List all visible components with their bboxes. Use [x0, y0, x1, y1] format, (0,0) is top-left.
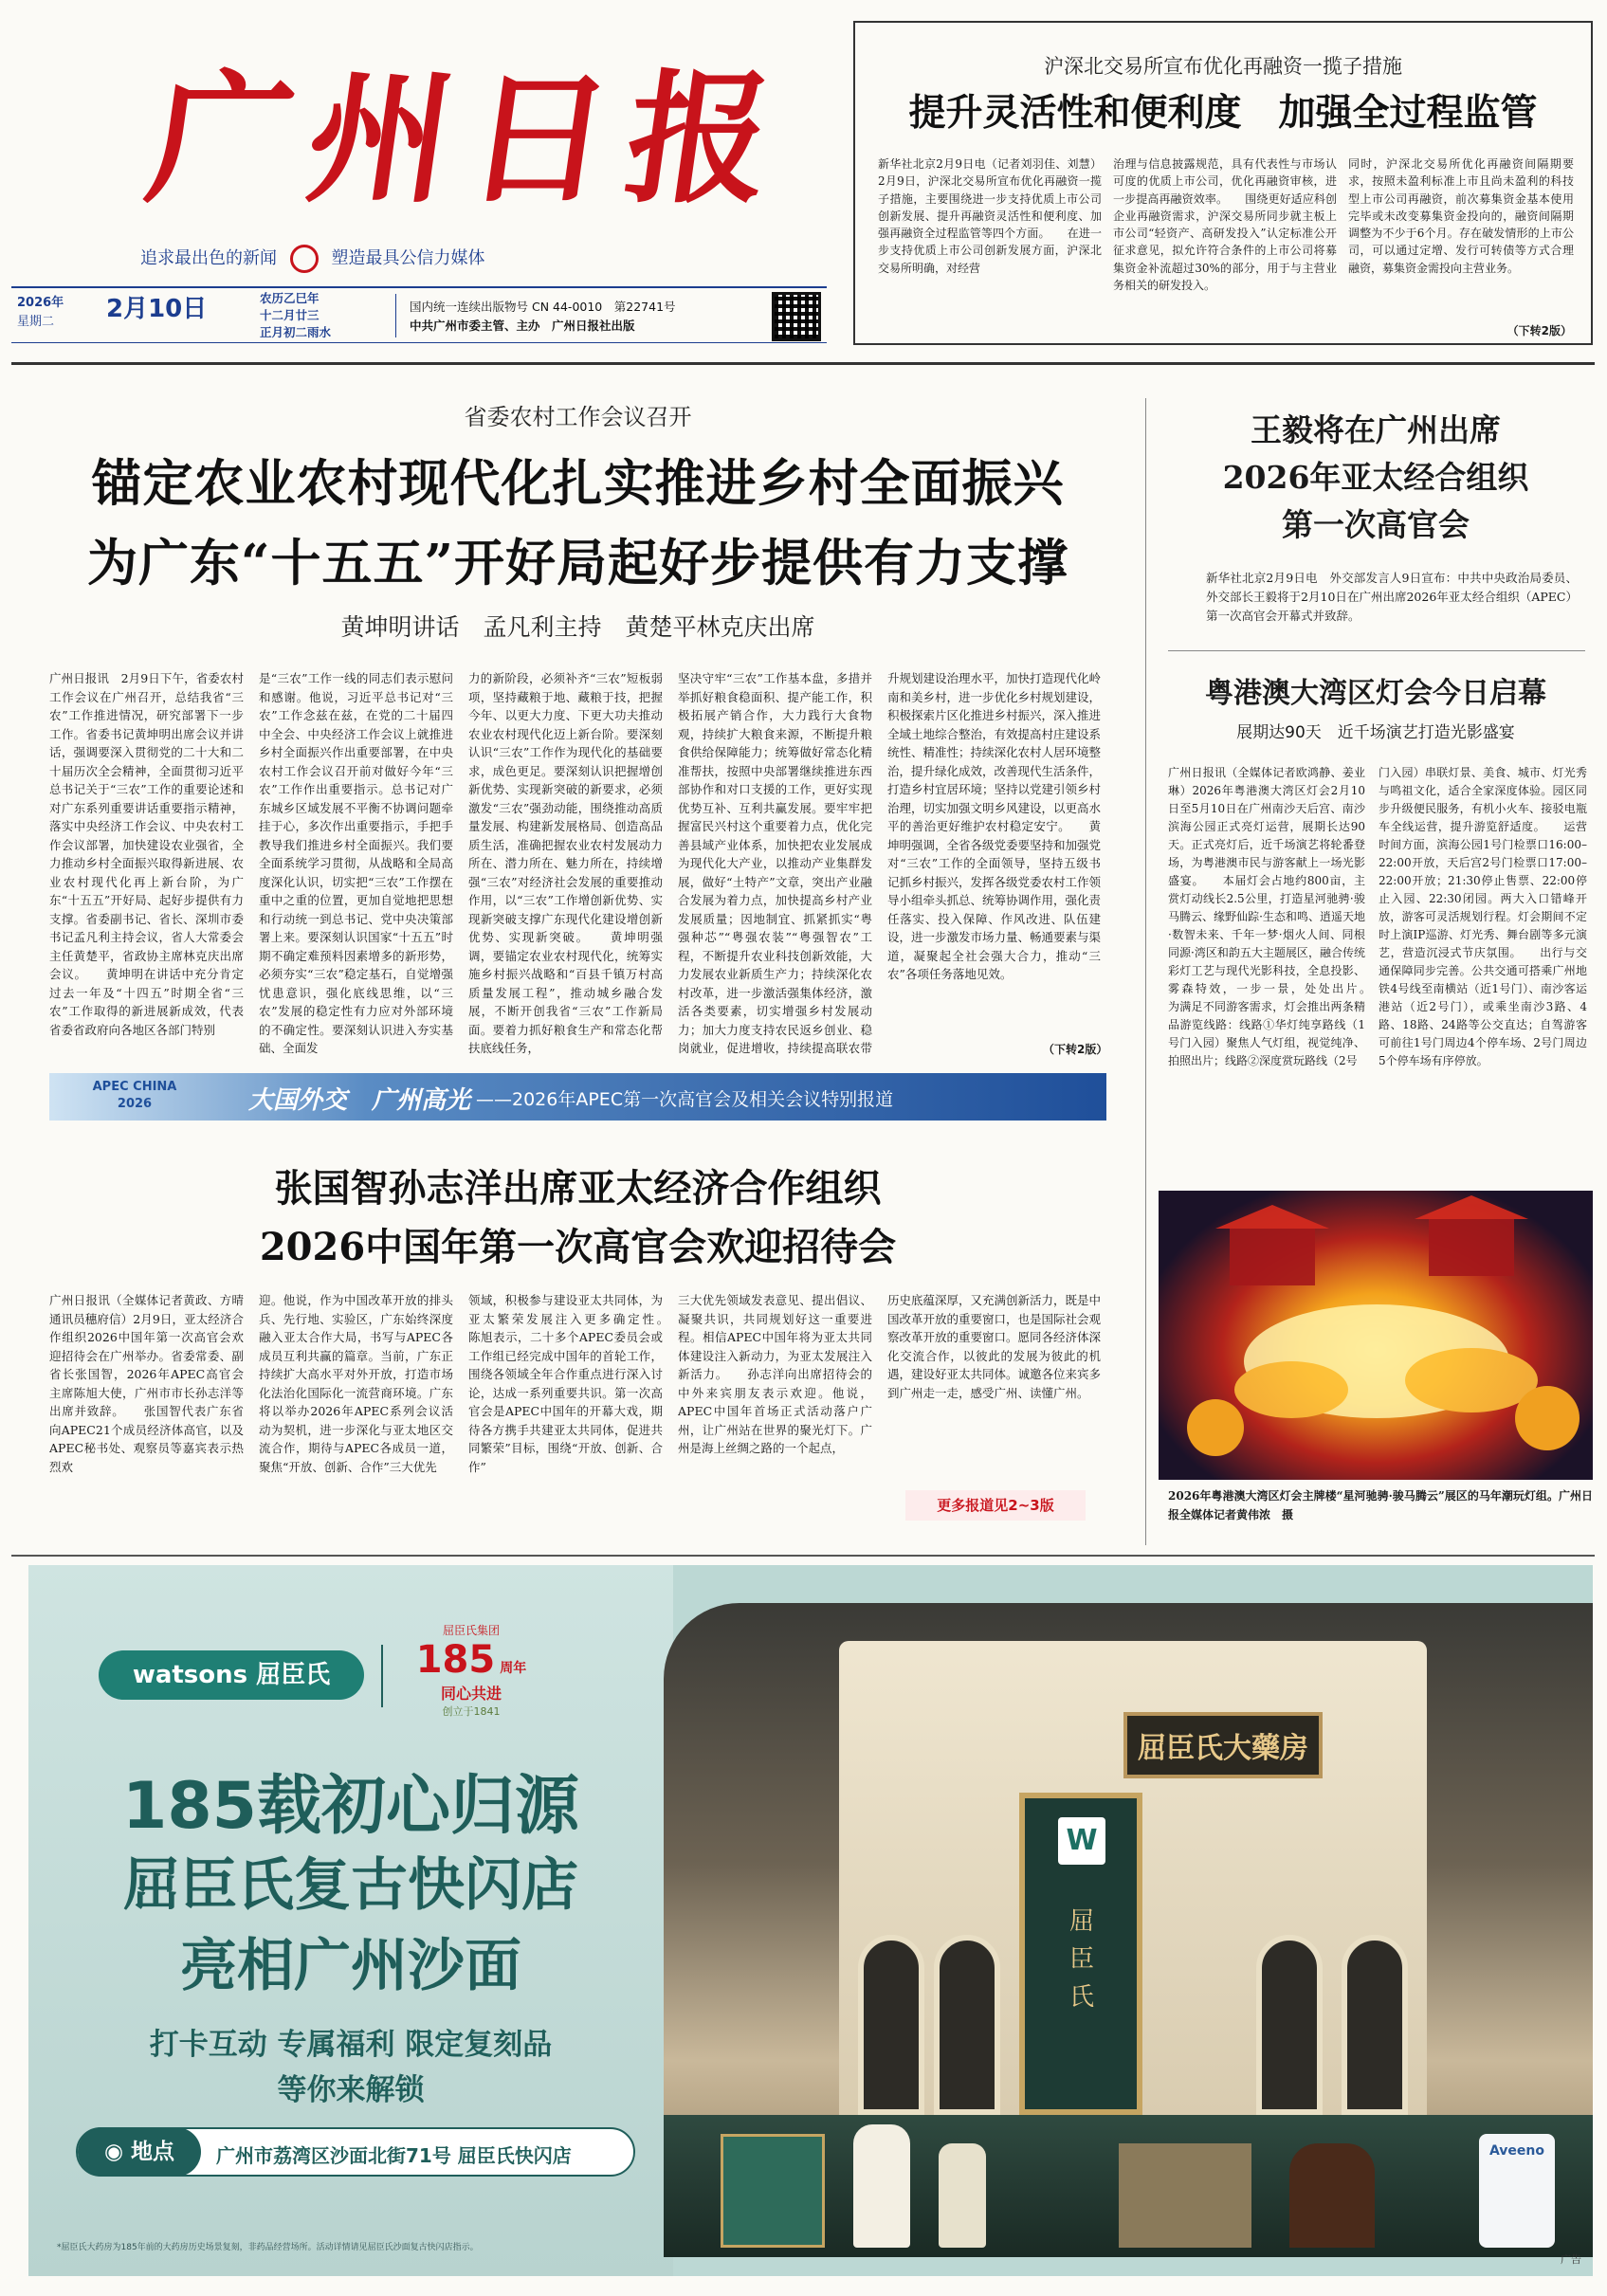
wangyi-headline-3[interactable]: 第一次高官会 — [1282, 506, 1470, 543]
bottle-product — [939, 2143, 986, 2248]
armchair — [1289, 2143, 1375, 2248]
lantern-col-1: 广州日报讯（全媒体记者欧鸿静、姜业琳）2026年粤港澳大湾区灯会2月10日至5月10日在广州南沙天后宫、南沙滨海公园正式亮灯运营，展期长达90天。正式亮灯后，近千场演艺将轮番登场，为粤港澳市民与游客献上一场光影盛宴。 本届灯会占地约800亩，主赏灯动线长2.5公里，打造星河驰骋·骏马腾云、缘野仙踪·生态和鸣、逍遥天地·数智未来、千年一梦·烟火人间、同根同源·湾区和韵五大主题展区，融合传统彩灯工艺与现代光影科技，全息投影、雾森特效，一步一景，处处出片。 为满足不同游客需求，灯会推出两条精品游览线路：线路①华灯纯享路线（1号门入园）聚焦人气灯组，视觉纯净、拍照出片；线路②深度赏玩路线（2号 — [1168, 766, 1365, 1067]
badge-number: 185 — [415, 1638, 496, 1682]
top-story-col-1: 新华社北京2月9日电（记者刘羽佳、刘慧）2月9日，沪深北交易所宣布优化再融资一揽子措施，主要围绕进一步支持优质上市公司创新发展、提升再融资灵活性和便利度、加强再融资全过程监管等四个方面。 在进一步支持优质上市公司创新发展方面，沪深北交易所明确，对经营 — [878, 157, 1102, 275]
shelf-display — [1119, 2143, 1251, 2248]
lead-story-col-3: 力的新阶段，必须补齐“三农”短板弱项，坚持藏粮于地、藏粮于技，把握今年、以更大力度、下更大功夫推动农业农村现代化迈上新台阶。要深刻认识“三农”工作作为现代化的基础要求，成色更足。要深刻认识把握增创新优势、实现新突破的新要求，必须激发“三农”强劲动能，围绕推动高质量发展、构建新发展格局、创造高品质生活，准确把握农业农村发展动力所在、潜力所在、魅力所在，持续增强“三农”对经济社会发展的重要推动作用，以“三农”工作增创新优势、实现新突破支撑广东现代化建设增创新优势、实现新突破。 黄坤明强调，要锚定农业农村现代化，统筹实施乡村振兴战略和“百县千镇万村高质量发展工程”，推动城乡融合发展，不断开创我省“三农”工作新局面。要着力抓好粮食生产和常态化帮扶底线任务， — [468, 671, 663, 1055]
top-story-jump[interactable]: （下转2版） — [1507, 324, 1572, 337]
masthead-slogan — [140, 245, 484, 273]
address-label: ◉ 地点 — [78, 2127, 201, 2177]
watsons-advertisement[interactable] — [28, 1565, 1593, 2276]
top-story-kicker: 沪深北交易所宣布优化再融资一揽子措施 — [1044, 55, 1402, 78]
lead-story-headline-2[interactable]: 为广东“十五五”开好局起好步提供有力支撑 — [87, 534, 1068, 592]
ad-address-box — [76, 2127, 635, 2177]
lead-story-col-5: 升规划建设治理水平，加快打造现代化岭南和美乡村，进一步优化乡村规划建设，积极探索片区化推进乡村振兴，深入推进全域土地综合整治，有效提高村庄建设系统性、精准性；持续深化农村人居环境整治，提升绿化成效，改善现代生活条件，打造乡村宜居环境；坚持以党建引领乡村治理，切实加强文明乡风建设，以更高水平的善治更好维护农村稳定安宁。 黄坤明强调，全省各级党委要坚持和加强党对“三农”工作的全面领导，坚持五级书记抓乡村振兴，发挥各级党委农村工作领导小组牵头抓总、统筹协调作用，强化责任落实、投入保障、作风改进、队伍建设，进一步激发市场力量、畅通要素与渠道，凝聚起全社会强大合力，推动“三农”各项任务落地见效。 — [887, 671, 1101, 981]
publication-info — [410, 298, 676, 336]
qr-code-icon[interactable] — [772, 292, 821, 341]
lunar-3: 正月初二雨水 — [260, 325, 332, 339]
lead-story-col-4: 坚决守牢“三农”工作基本盘，多措并举抓好粮食稳面积、提产能工作，积极拓展产销合作，大力践行大食物观，持续扩大粮食来源，不断提升粮食供给保障能力；统筹做好常态化精准帮扶，按照中央部署继续推进东西部协作和对口支援的工作，更好实现优势互补、互利共赢发展。要牢牢把握富民兴村这个重要着力点，优化完善县域产业体系，加快把农业发展成为现代化大产业，以推动产业集群发展，做好“土特产”文章，突出产业融合发展为着力点，加快提高乡村产业发展质量；因地制宜、抓紧抓实“粤强种芯”“粤强农装”“粤强智农”工程，不断提升农业科技创新效能，大力发展农业新质生产力；持续深化农村改革，进一步激活强集体经济，激活各类要素，切实增强乡村发展动力；加大力度支持农民返乡创业、稳岗就业，促进增收，持续提高联农带 — [678, 671, 872, 1055]
sidebar-divider — [1145, 398, 1146, 1545]
publisher: 中共广州市委主管、主办 广州日报社出版 — [410, 319, 635, 333]
storefront-sign: 屈臣氏大藥房 — [1123, 1712, 1323, 1778]
masthead — [85, 15, 825, 243]
lantern-festival-photo — [1159, 1191, 1593, 1480]
lead-story-headline-1[interactable]: 锚定农业农村现代化扎实推进乡村全面振兴 — [91, 454, 1065, 513]
ad-label: 广告 — [1561, 2253, 1581, 2266]
product-display-strip — [664, 2115, 1593, 2257]
top-story-box — [853, 21, 1593, 345]
date-weekday: 星期二 — [17, 315, 55, 329]
date-day: 2月10日 — [106, 295, 208, 323]
apec-story-col-5: 历史底蕴深厚，又充满创新活力，既是中国改革开放的重要窗口，也是国际社会观察改革开放的重要窗口。愿同各经济体深化交流合作，以彼此的发展为彼此的机遇，建设好亚太共同体。诚邀各位来宾多到广州走一走，感受广州、读懂广州。 — [887, 1293, 1101, 1400]
apec-story-col-3: 领域，积极参与建设亚太共同体，为亚太繁荣发展注入更多确定性。 陈旭表示，二十多个APEC委员会或工作组已经完成中国年的首轮工作，围绕各领域全年合作重点进行深入讨论，达成一系列重要共识。第一次高官会是APEC中国年的开幕大戏，期待各方携手共建亚太共同体，促进共同繁荣”目标，围绕“开放、创新、合作” — [468, 1293, 663, 1474]
lantern-subhead: 展期达90天 近千场演艺打造光影盛宴 — [1236, 723, 1515, 742]
ad-title-3: 亮相广州沙面 — [180, 1933, 521, 1999]
arch-window — [934, 1935, 1000, 2115]
aveeno-product: Aveeno — [1479, 2134, 1555, 2248]
wangyi-headline-2[interactable]: 2026年亚太经合组织 — [1222, 459, 1529, 496]
slogan-left: 追求最出色的新闻 — [140, 248, 277, 268]
lunar-1: 农历乙巳年 — [260, 291, 320, 305]
lead-story-kicker: 省委农村工作会议召开 — [464, 404, 692, 430]
apec-story-headline-1[interactable]: 张国智孙志洋出席亚太经济合作组织 — [274, 1166, 882, 1211]
top-story-col-3: 同时，沪深北交易所优化再融资间隔期要求，按照未盈利标准上市且尚未盈利的科技型上市公司再融资，前次募集资金基本使用完毕或未改变募集资金投向的，融资间隔期调整为不少于6个月。存在破发情形的上市公司，可以通过定增、发行可转债等方式合理融资，募集资金需投向主营业务。 — [1348, 157, 1574, 275]
storefront-building — [839, 1641, 1427, 2115]
ad-left-panel — [28, 1565, 673, 2276]
masthead-rule — [11, 362, 1595, 365]
more-coverage-link[interactable]: 更多报道见2~3版 — [905, 1490, 1086, 1521]
watsons-w-icon: W — [1058, 1817, 1105, 1865]
anniversary-badge — [400, 1622, 542, 1726]
vintage-cabinet — [721, 2134, 825, 2248]
arch-window — [858, 1935, 924, 2115]
storefront-door — [1019, 1793, 1142, 2115]
lunar-2: 十二月廿三 — [260, 308, 320, 322]
wangyi-body: 新华社北京2月9日电 外交部发言人9日宣布：中共中央政治局委员、外交部长王毅将于2月10日在广州出席2026年亚太经合组织（APEC）第一次高官会开幕式并致辞。 — [1206, 571, 1578, 623]
apec-band-title: 大国外交 广州高光 — [248, 1086, 471, 1115]
apec-special-band — [49, 1073, 1106, 1121]
ad-tagline-1: 打卡互动 专属福利 限定复刻品 — [149, 2028, 553, 2062]
ad-top-rule — [11, 1555, 1595, 1557]
masthead-title: 广州日报 — [137, 56, 799, 223]
lead-story-col-1: 广州日报讯 2月9日下午，省委农村工作会议在广州召开，总结我省“三农”工作推进情况，研究部署下一步工作。省委书记黄坤明出席会议并讲话，强调要深入贯彻党的二十大和二十届历次全会精神，全面贯彻习近平总书记关于“三农”工作的重要论述和对广东系列重要讲话重要指示精神，落实中央经济工作会议、中央农村工作会议部署，加快建设农业强省，全力推动乡村全面振兴取得新进展、农业农村现代化再上新台阶，为广东“十五五”开好局、起好步提供有力支撑。省委副书记、省长、深圳市委书记孟凡利主持会议，省人大常委会主任黄楚平，省政协主席林克庆出席会议。 黄坤明在讲话中充分肯定过去一年及“十四五”时期全省“三农”工作取得的新进展新成效，代表省委省政府向各地区各部门特别 — [49, 671, 244, 1037]
badge-group: 屈臣氏集团 — [442, 1624, 500, 1637]
apec-china-logo: APEC CHINA 2026 — [92, 1080, 177, 1111]
newspaper-logo-icon — [290, 245, 319, 273]
apec-story-col-2: 迎。他说，作为中国改革开放的排头兵、先行地、实验区，广东始终深度融入亚太合作大局，书写与APEC各成员互利共赢的篇章。当前，广东正持续扩大高水平对外开放，打造市场化法治化国际化一流营商环境。广东将以举办2026年APEC系列会议活动为契机，进一步深化与亚太地区交流合作，期待与APEC各成员一道，聚焦“开放、创新、合作”三大优先 — [259, 1293, 453, 1474]
ad-title-2: 屈臣氏复古快闪店 — [123, 1852, 578, 1919]
door-text: 屈臣氏 — [1068, 1907, 1094, 2012]
arch-window — [1256, 1935, 1323, 2115]
date-year: 2026年 — [17, 296, 64, 310]
top-story-col-2: 治理与信息披露规范，具有代表性与市场认可度的优质上市公司，优化再融资审核，进一步提高再融资效率。 围绕更好适应科创企业再融资需求，沪深交易所同步就主板上市公司“轻资产、高研发投入”认定标准公开征求意见，拟允许符合条件的上市公司将募集资金补流超过30%的部分，用于与主营业务相关的研发投入。 — [1113, 157, 1337, 293]
top-story-headline[interactable]: 提升灵活性和便利度 加强全过程监管 — [908, 91, 1538, 135]
slogan-right: 塑造最具公信力媒体 — [331, 248, 485, 268]
apec-story-headline-2[interactable]: 2026中国年第一次高官会欢迎招待会 — [259, 1225, 897, 1269]
badge-unit: 周年 — [500, 1661, 527, 1676]
wangyi-headline-1[interactable]: 王毅将在广州出席 — [1251, 411, 1501, 448]
watsons-logo: watsons 屈臣氏 — [99, 1650, 364, 1700]
issn: 国内统一连续出版物号 CN 44-0010 第22741号 — [410, 300, 676, 314]
ad-title-1: 185载初心归源 — [122, 1769, 579, 1844]
bottle-product — [853, 2124, 910, 2248]
apec-band-subtitle: ——2026年APEC第一次高官会及相关会议特别报道 — [476, 1089, 894, 1110]
location-pin-icon: ◉ — [103, 2140, 132, 2164]
date-year-block — [17, 294, 64, 332]
lantern-photo-caption: 2026年粤港澳大湾区灯会主牌楼“星河驰骋·骏马腾云”展区的马年潮玩灯组。广州日报全媒体记者黄伟浓 摄 — [1168, 1489, 1593, 1522]
badge-motto: 同心共进 — [440, 1685, 502, 1703]
dateline — [11, 286, 827, 343]
lantern-photo-art — [1159, 1191, 1593, 1480]
storefront-photo — [664, 1603, 1593, 2257]
ad-footnote: *屈臣氏大药房为185年前的大药房历史场景复刻，非药品经营场所。活动详情请见屈臣氏沙面复古快闪店指示。 — [57, 2243, 479, 2252]
logo-divider — [381, 1645, 383, 1707]
arch-window — [1342, 1935, 1408, 2115]
apec-story-col-4: 三大优先领域发表意见、提出倡议、凝聚共识，共同规划好这一重要进程。相信APEC中国年将为亚太共同体建设注入新动力，为亚太发展注入新活力。 孙志洋向出席招待会的中外来宾朋友表示欢迎。他说，APEC中国年首场正式活动落户广州，让广州站在世界的聚光灯下。广州是海上丝绸之路的一个起点， — [678, 1293, 872, 1455]
apec-story-col-1: 广州日报讯（全媒体记者黄政、方晴 通讯员穗府信）2月9日，亚太经济合作组织2026中国年第一次高官会欢迎招待会在广州举办。省委常委、副省长张国智，2026年APEC高官会主席陈旭大使，广州市市长孙志洋等出席并致辞。 张国智代表广东省向APEC21个成员经济体高官，以及APEC秘书处、观察员等嘉宾表示热烈欢 — [49, 1293, 244, 1474]
lead-story-subhead: 黄坤明讲话 孟凡利主持 黄楚平林克庆出席 — [340, 613, 815, 641]
lead-story-col-2: 是“三农”工作一线的同志们表示慰问和感谢。他说，习近平总书记对“三农”工作念兹在兹，在党的二十届四中全会、中央经济工作会议上就推进乡村全面振兴作出重要部署，在中央农村工作会议召开前对做好今年“三农”工作作出重要指示。总书记对广东城乡区域发展不平衡不协调问题牵挂于心，多次作出重要指示，手把手教导我们推进乡村全面振兴。我们要全面系统学习贯彻，从战略和全局高度深化认识，切实把“三农”工作摆在重中之重的位置，更加自觉地把思想和行动统一到总书记、党中央决策部署上来。要深刻认识国家“十五五”时期不确定难预料因素增多的新形势，必须夯实“三农”稳定基石，自觉增强忧患意识，强化底线思维，以“三农”发展的稳定性有力应对外部环境的不确定性。要深刻认识进入夯实基础、全面发 — [259, 671, 453, 1055]
ad-tagline-2: 等你来解锁 — [277, 2073, 425, 2107]
dateline-divider — [395, 294, 396, 337]
lunar-date — [260, 290, 331, 341]
badge-founded: 创立于1841 — [442, 1705, 501, 1718]
sidebar-rule — [1168, 650, 1585, 651]
lantern-col-2: 门入园）串联灯景、美食、城市、灯光秀与鸣祖文化，适合全家深度体验。园区同步升级便民服务，有机小火车、接驳电瓶车全线运营，提升游览舒适度。 运营时间方面，滨海公园1号门检票口16:00–22:00开放，天后宫2号门检票口17:00–22:00开放；21:30停止售票、22:00停止入园、22:30闭园。两大入口错峰开放，游客可灵活规划行程。灯会期间不定时上演IP巡游、灯光秀、舞台剧等多元演艺，营造沉浸式节庆氛围。 出行与交通保障同步完善。公共交通可搭乘广州地铁4号线至南横站（近1号门）、南沙客运港站（近2号门），或乘坐南沙3路、4路、18路、24路等公交直达；自驾游客可前往1号门周边4个停车场、2号门周边5个停车场有序停放。 — [1379, 766, 1587, 1067]
lantern-headline[interactable]: 粤港澳大湾区灯会今日启幕 — [1205, 677, 1546, 710]
ad-address: 广州市荔湾区沙面北街71号 屈臣氏快闪店 — [216, 2144, 572, 2167]
lead-story-jump[interactable]: （下转2版） — [1043, 1043, 1108, 1056]
